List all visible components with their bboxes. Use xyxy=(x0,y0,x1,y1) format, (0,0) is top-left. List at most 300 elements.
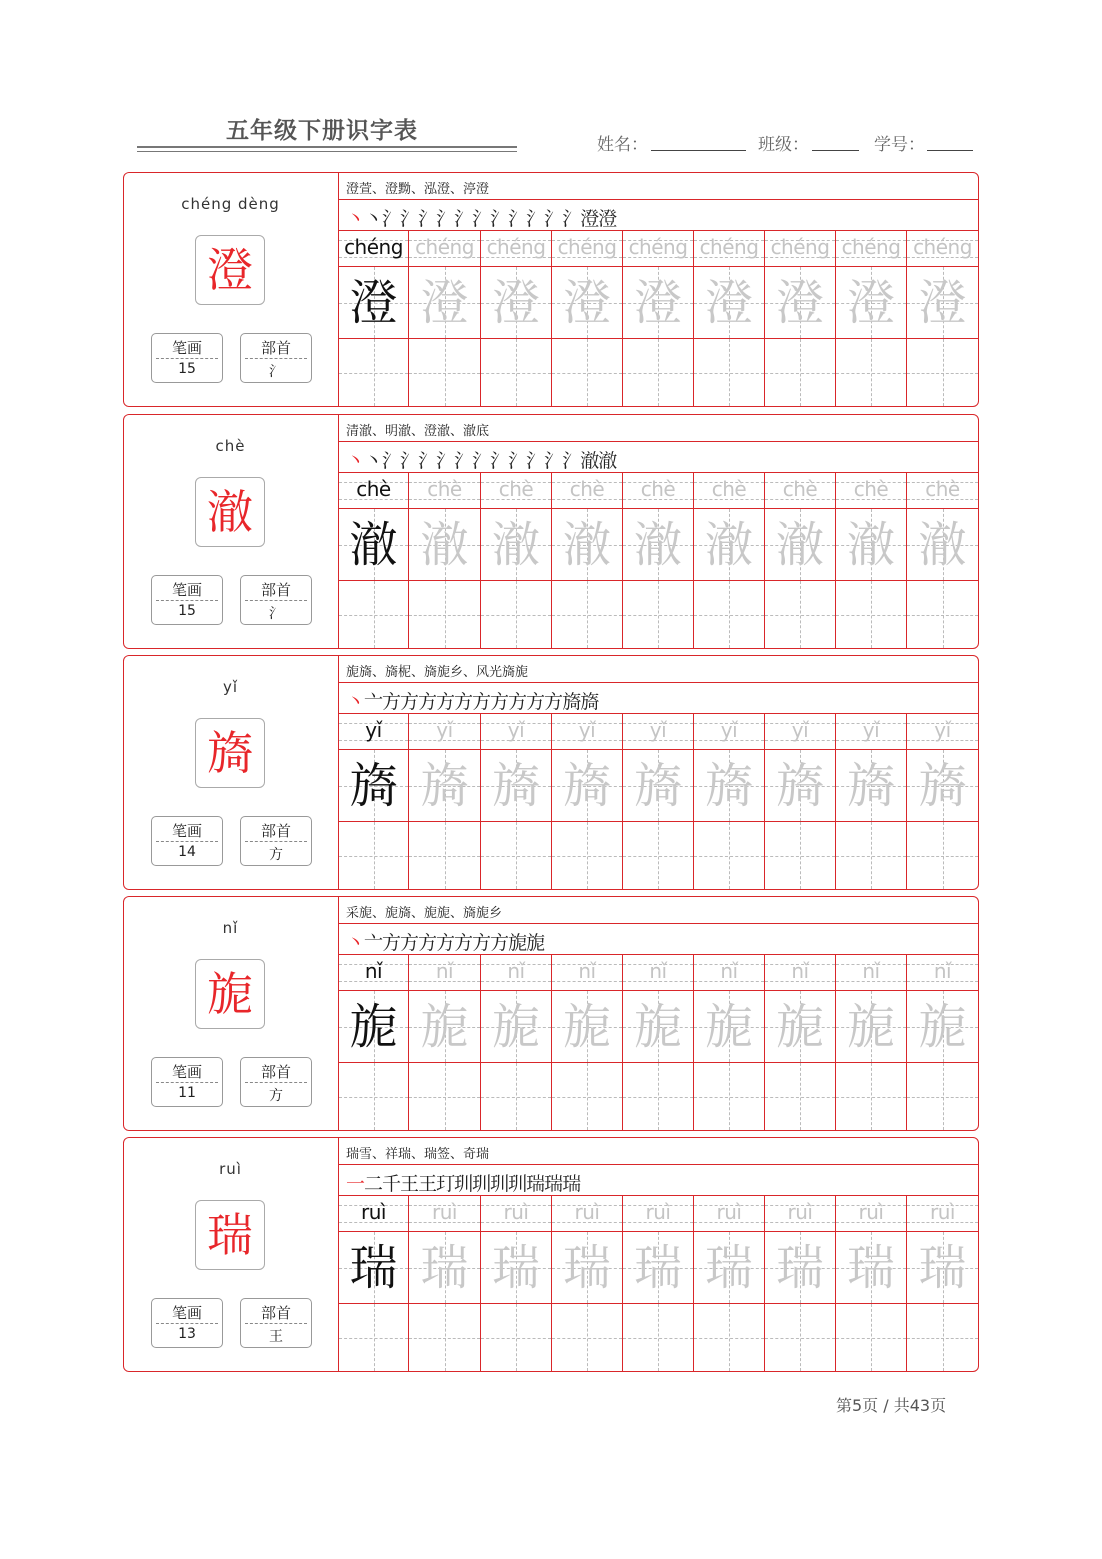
stroke-step: 方 xyxy=(436,932,455,954)
pinyin-cell[interactable] xyxy=(765,1196,836,1232)
pinyin-trace: ruì xyxy=(574,1200,600,1224)
blank-writing-cell[interactable] xyxy=(765,1304,836,1371)
character-trace: 旖 xyxy=(633,758,682,814)
pinyin-trace: chè xyxy=(925,477,960,501)
stroke-step: 丶 xyxy=(364,208,383,230)
pinyin-trace: chéng xyxy=(841,235,901,259)
writing-cell[interactable] xyxy=(623,509,694,581)
pinyin-cell[interactable] xyxy=(552,473,623,509)
pinyin-cell[interactable] xyxy=(481,231,552,267)
pinyin-cell[interactable] xyxy=(552,955,623,991)
character-trace: 旎 xyxy=(633,999,682,1055)
writing-cell[interactable] xyxy=(836,1232,907,1304)
stroke-step: 氵 xyxy=(490,208,509,230)
stroke-step: 亠 xyxy=(364,932,383,954)
pinyin-cell[interactable] xyxy=(481,714,552,750)
writing-cell[interactable] xyxy=(907,991,978,1063)
character-trace: 旎 xyxy=(846,999,895,1055)
class-field[interactable] xyxy=(812,150,859,151)
stroke-order xyxy=(346,1169,580,1196)
stroke-step: 方 xyxy=(472,691,491,713)
example-words: 采旎、旎旖、旎旎、旖旎乡 xyxy=(346,906,503,921)
divider xyxy=(245,1082,307,1083)
pinyin-cell[interactable] xyxy=(694,231,765,267)
stroke-order-row xyxy=(339,442,978,473)
divider xyxy=(245,600,307,601)
character-box xyxy=(195,718,265,788)
writing-cell[interactable] xyxy=(552,1232,623,1304)
blank-writing-cell[interactable] xyxy=(339,822,409,889)
pinyin-trace: ruì xyxy=(503,1200,529,1224)
pinyin-cell[interactable] xyxy=(836,231,907,267)
writing-cell[interactable] xyxy=(481,750,552,822)
pinyin-cell[interactable] xyxy=(481,1196,552,1232)
pinyin-label: chè xyxy=(215,437,246,455)
pinyin-trace: yǐ xyxy=(365,718,382,742)
blank-writing-cell[interactable] xyxy=(907,1063,978,1130)
writing-cell[interactable] xyxy=(907,267,978,339)
pinyin-cell[interactable] xyxy=(409,231,481,267)
pinyin-cell[interactable] xyxy=(694,1196,765,1232)
pinyin-cell[interactable] xyxy=(765,714,836,750)
pinyin-cell[interactable] xyxy=(409,714,481,750)
pinyin-trace: nǐ xyxy=(862,959,880,983)
character-trace: 澄 xyxy=(420,275,469,331)
character-trace: 澈 xyxy=(846,517,895,573)
blank-writing-cell[interactable] xyxy=(836,1304,907,1371)
pinyin-trace: yǐ xyxy=(578,718,596,742)
pinyin-cell[interactable] xyxy=(623,955,694,991)
pinyin-cell[interactable] xyxy=(339,714,409,750)
blank-writing-cell[interactable] xyxy=(552,581,623,648)
stroke-step: 丶 xyxy=(346,450,365,472)
stroke-step: 玔 xyxy=(472,1173,491,1195)
writing-cell[interactable] xyxy=(836,267,907,339)
stroke-step: 氵 xyxy=(454,208,473,230)
blank-writing-cell[interactable] xyxy=(907,581,978,648)
stroke-step: 旖 xyxy=(580,691,599,713)
writing-cell[interactable] xyxy=(694,991,765,1063)
stroke-step: 方 xyxy=(454,932,473,954)
pinyin-cell[interactable] xyxy=(836,473,907,509)
radical-value: 氵 xyxy=(269,606,283,622)
pinyin-cell[interactable] xyxy=(623,1196,694,1232)
stroke-step: 瑞 xyxy=(544,1173,563,1195)
radical-label: 部首 xyxy=(260,339,291,357)
pinyin-cell[interactable] xyxy=(623,231,694,267)
blank-writing-cell[interactable] xyxy=(694,581,765,648)
pinyin-trace: yǐ xyxy=(934,718,951,742)
writing-cell[interactable] xyxy=(552,750,623,822)
writing-cell[interactable] xyxy=(339,1232,409,1304)
character-trace: 澄 xyxy=(918,275,967,331)
pinyin-trace: yǐ xyxy=(649,718,667,742)
pinyin-cell[interactable] xyxy=(552,1196,623,1232)
blank-writing-cell[interactable] xyxy=(552,1304,623,1371)
stroke-step: 氵 xyxy=(418,450,437,472)
practice-grid xyxy=(339,1196,978,1371)
stroke-count-box xyxy=(151,333,223,383)
pinyin-cell[interactable] xyxy=(409,955,481,991)
character-glyph: 瑞 xyxy=(207,1208,253,1262)
writing-cell[interactable] xyxy=(836,509,907,581)
stroke-step: 方 xyxy=(490,691,509,713)
pinyin-trace: chéng xyxy=(628,235,688,259)
character-card xyxy=(123,414,979,649)
radical-label: 部首 xyxy=(260,1063,291,1081)
stroke-step: 氵 xyxy=(544,450,563,472)
pinyin-trace: ruì xyxy=(930,1200,955,1224)
divider xyxy=(245,1323,307,1324)
blank-writing-cell[interactable] xyxy=(694,822,765,889)
character-glyph: 旎 xyxy=(207,967,253,1021)
writing-cell[interactable] xyxy=(339,991,409,1063)
divider xyxy=(156,841,218,842)
stroke-step: 方 xyxy=(526,691,545,713)
practice-grid xyxy=(339,714,978,889)
blank-writing-cell[interactable] xyxy=(481,1063,552,1130)
stroke-step: 澈 xyxy=(598,450,617,472)
writing-cell[interactable] xyxy=(765,509,836,581)
character-trace: 瑞 xyxy=(704,1240,753,1296)
example-words: 清澈、明澈、澄澈、澈底 xyxy=(346,424,490,439)
stroke-count-box xyxy=(151,1057,223,1107)
blank-writing-cell[interactable] xyxy=(481,1304,552,1371)
pinyin-cell[interactable] xyxy=(339,955,409,991)
blank-writing-cell[interactable] xyxy=(907,339,978,406)
pinyin-cell[interactable] xyxy=(409,1196,481,1232)
blank-writing-cell[interactable] xyxy=(907,1304,978,1371)
writing-cell[interactable] xyxy=(765,1232,836,1304)
blank-writing-cell[interactable] xyxy=(765,1063,836,1130)
stroke-step: 方 xyxy=(472,932,491,954)
stroke-step: 氵 xyxy=(526,208,545,230)
stroke-step: 澈 xyxy=(580,450,599,472)
name-label: 姓名： xyxy=(597,135,648,155)
writing-cell[interactable] xyxy=(907,750,978,822)
pinyin-cell[interactable] xyxy=(552,714,623,750)
blank-writing-cell[interactable] xyxy=(836,339,907,406)
character-trace: 澈 xyxy=(633,517,682,573)
writing-cell[interactable] xyxy=(409,1232,481,1304)
blank-writing-cell[interactable] xyxy=(481,822,552,889)
writing-cell[interactable] xyxy=(623,1232,694,1304)
blank-writing-cell[interactable] xyxy=(623,339,694,406)
writing-cell[interactable] xyxy=(836,991,907,1063)
pinyin-cell[interactable] xyxy=(694,714,765,750)
blank-writing-cell[interactable] xyxy=(623,581,694,648)
pinyin-trace: chè xyxy=(427,477,462,501)
stroke-step: 氵 xyxy=(382,450,401,472)
stroke-order xyxy=(346,687,598,714)
stroke-count-box xyxy=(151,575,223,625)
pinyin-cell[interactable] xyxy=(836,1196,907,1232)
character-trace: 旖 xyxy=(562,758,611,814)
writing-cell[interactable] xyxy=(481,1232,552,1304)
pinyin-trace: yǐ xyxy=(720,718,738,742)
blank-writing-cell[interactable] xyxy=(623,1304,694,1371)
writing-cell[interactable] xyxy=(907,509,978,581)
pinyin-trace: ruì xyxy=(858,1200,884,1224)
character-trace: 澈 xyxy=(918,517,967,573)
pinyin-trace: yǐ xyxy=(791,718,809,742)
pinyin-trace: chéng xyxy=(699,235,759,259)
pinyin-cell[interactable] xyxy=(552,231,623,267)
character-trace: 旖 xyxy=(349,758,398,814)
blank-writing-cell[interactable] xyxy=(694,339,765,406)
writing-cell[interactable] xyxy=(339,267,409,339)
pinyin-cell[interactable] xyxy=(623,714,694,750)
writing-cell[interactable] xyxy=(481,509,552,581)
pinyin-trace: ruì xyxy=(645,1200,671,1224)
pinyin-trace: chéng xyxy=(913,235,972,259)
stroke-step: 丶 xyxy=(346,932,365,954)
stroke-step: 方 xyxy=(436,691,455,713)
blank-writing-cell[interactable] xyxy=(836,1063,907,1130)
pinyin-cell[interactable] xyxy=(623,473,694,509)
character-trace: 瑞 xyxy=(562,1240,611,1296)
blank-writing-cell[interactable] xyxy=(409,339,481,406)
example-words: 澄萱、澄黝、泓澄、渟澄 xyxy=(346,182,490,197)
stroke-step: 玎 xyxy=(436,1173,455,1195)
name-field[interactable] xyxy=(651,150,746,151)
practice-panel xyxy=(339,173,978,406)
character-trace: 澄 xyxy=(633,275,682,331)
writing-cell[interactable] xyxy=(552,267,623,339)
pinyin-cell[interactable] xyxy=(765,955,836,991)
blank-writing-cell[interactable] xyxy=(339,1304,409,1371)
writing-cell[interactable] xyxy=(623,750,694,822)
pinyin-trace: chè xyxy=(569,477,605,501)
blank-writing-cell[interactable] xyxy=(552,1063,623,1130)
stroke-step: 丶 xyxy=(346,208,365,230)
title-underline xyxy=(137,146,517,148)
blank-writing-cell[interactable] xyxy=(765,822,836,889)
character-trace: 旎 xyxy=(491,999,540,1055)
character-trace: 澄 xyxy=(491,275,540,331)
radical-label: 部首 xyxy=(260,822,291,840)
character-trace: 旎 xyxy=(349,999,398,1055)
writing-cell[interactable] xyxy=(694,509,765,581)
pinyin-cell[interactable] xyxy=(481,473,552,509)
blank-writing-cell[interactable] xyxy=(623,822,694,889)
blank-writing-cell[interactable] xyxy=(694,1063,765,1130)
blank-writing-cell[interactable] xyxy=(836,581,907,648)
stroke-step: 玔 xyxy=(490,1173,509,1195)
blank-writing-cell[interactable] xyxy=(481,581,552,648)
pinyin-cell[interactable] xyxy=(836,714,907,750)
blank-writing-cell[interactable] xyxy=(339,581,409,648)
stroke-order-row xyxy=(339,683,978,714)
writing-cell[interactable] xyxy=(694,750,765,822)
pinyin-cell[interactable] xyxy=(694,473,765,509)
blank-writing-cell[interactable] xyxy=(409,822,481,889)
pinyin-cell[interactable] xyxy=(836,955,907,991)
stroke-step: 瑞 xyxy=(526,1173,545,1195)
blank-writing-cell[interactable] xyxy=(765,581,836,648)
radical-box xyxy=(240,575,312,625)
radical-box xyxy=(240,816,312,866)
radical-value: 方 xyxy=(269,847,283,863)
character-trace: 澄 xyxy=(775,275,824,331)
pinyin-label: nǐ xyxy=(222,919,239,937)
pinyin-trace: chè xyxy=(356,477,391,501)
character-trace: 旖 xyxy=(918,758,967,814)
writing-cell[interactable] xyxy=(694,267,765,339)
page-number: 第5页 / 共43页 xyxy=(836,1396,947,1415)
stroke-step: 一 xyxy=(346,1173,365,1195)
pinyin-cell[interactable] xyxy=(765,473,836,509)
writing-cell[interactable] xyxy=(552,509,623,581)
writing-cell[interactable] xyxy=(623,991,694,1063)
character-card xyxy=(123,655,979,890)
stroke-order-row xyxy=(339,200,978,231)
pinyin-trace: nǐ xyxy=(933,959,952,983)
pinyin-trace: nǐ xyxy=(507,959,525,983)
practice-grid xyxy=(339,473,978,648)
stroke-step: 方 xyxy=(508,691,527,713)
pinyin-trace: nǐ xyxy=(578,959,596,983)
stroke-step: 方 xyxy=(454,691,473,713)
writing-cell[interactable] xyxy=(907,1232,978,1304)
stroke-step: 氵 xyxy=(418,208,437,230)
blank-writing-cell[interactable] xyxy=(907,822,978,889)
character-info-panel xyxy=(124,1138,339,1371)
stroke-count-value: 15 xyxy=(178,603,196,619)
writing-cell[interactable] xyxy=(481,991,552,1063)
words-row xyxy=(339,897,978,924)
writing-cell[interactable] xyxy=(836,750,907,822)
pinyin-cell[interactable] xyxy=(907,473,978,509)
stroke-step: 丶 xyxy=(346,691,365,713)
practice-panel xyxy=(339,1138,978,1371)
pinyin-cell[interactable] xyxy=(339,1196,409,1232)
character-info-panel xyxy=(124,897,339,1130)
blank-writing-cell[interactable] xyxy=(552,822,623,889)
divider xyxy=(156,1082,218,1083)
blank-writing-cell[interactable] xyxy=(765,339,836,406)
stroke-step: 方 xyxy=(382,691,401,713)
character-trace: 旖 xyxy=(704,758,753,814)
practice-grid xyxy=(339,955,978,1130)
blank-writing-cell[interactable] xyxy=(409,1063,481,1130)
pinyin-trace: chéng xyxy=(557,235,617,259)
pinyin-trace: yǐ xyxy=(507,718,525,742)
writing-cell[interactable] xyxy=(694,1232,765,1304)
stroke-step: 氵 xyxy=(472,208,491,230)
pinyin-cell[interactable] xyxy=(339,473,409,509)
stroke-order xyxy=(346,446,616,473)
pinyin-cell[interactable] xyxy=(907,955,978,991)
stroke-step: 氵 xyxy=(454,450,473,472)
pinyin-cell[interactable] xyxy=(907,714,978,750)
stroke-step: 二 xyxy=(364,1173,383,1195)
writing-cell[interactable] xyxy=(765,750,836,822)
blank-writing-cell[interactable] xyxy=(552,339,623,406)
blank-writing-cell[interactable] xyxy=(481,339,552,406)
pinyin-trace: chéng xyxy=(486,235,546,259)
writing-cell[interactable] xyxy=(409,991,481,1063)
character-trace: 旎 xyxy=(704,999,753,1055)
pinyin-label: chéng dèng xyxy=(181,195,280,213)
writing-cell[interactable] xyxy=(409,509,481,581)
divider xyxy=(245,358,307,359)
pinyin-trace: ruì xyxy=(432,1200,457,1224)
example-words: 瑞雪、祥瑞、瑞签、奇瑞 xyxy=(346,1147,490,1162)
pinyin-trace: chéng xyxy=(344,235,403,259)
pinyin-trace: nǐ xyxy=(791,959,809,983)
character-info-panel xyxy=(124,656,339,889)
writing-cell[interactable] xyxy=(409,267,481,339)
pinyin-cell[interactable] xyxy=(907,231,978,267)
blank-writing-cell[interactable] xyxy=(694,1304,765,1371)
pinyin-trace: chéng xyxy=(770,235,830,259)
blank-writing-cell[interactable] xyxy=(339,339,409,406)
stroke-step: 氵 xyxy=(382,208,401,230)
writing-cell[interactable] xyxy=(409,750,481,822)
pinyin-trace: chéng xyxy=(415,235,474,259)
writing-cell[interactable] xyxy=(552,991,623,1063)
character-trace: 澄 xyxy=(349,275,398,331)
character-trace: 瑞 xyxy=(918,1240,967,1296)
pinyin-trace: nǐ xyxy=(435,959,454,983)
character-box xyxy=(195,235,265,305)
pinyin-cell[interactable] xyxy=(409,473,481,509)
writing-cell[interactable] xyxy=(765,267,836,339)
character-card xyxy=(123,896,979,1131)
writing-cell[interactable] xyxy=(339,509,409,581)
pinyin-cell[interactable] xyxy=(907,1196,978,1232)
stroke-step: 氵 xyxy=(436,450,455,472)
id-field[interactable] xyxy=(927,150,973,151)
character-card xyxy=(123,172,979,407)
radical-box xyxy=(240,333,312,383)
character-trace: 旖 xyxy=(775,758,824,814)
pinyin-cell[interactable] xyxy=(481,955,552,991)
character-info-panel xyxy=(124,173,339,406)
stroke-step: 氵 xyxy=(490,450,509,472)
stroke-step: 王 xyxy=(400,1173,419,1195)
character-box xyxy=(195,959,265,1029)
writing-cell[interactable] xyxy=(339,750,409,822)
pinyin-trace: chè xyxy=(853,477,889,501)
blank-writing-cell[interactable] xyxy=(339,1063,409,1130)
character-trace: 旎 xyxy=(420,999,469,1055)
writing-cell[interactable] xyxy=(765,991,836,1063)
stroke-count-value: 13 xyxy=(178,1326,196,1342)
blank-writing-cell[interactable] xyxy=(836,822,907,889)
blank-writing-cell[interactable] xyxy=(623,1063,694,1130)
pinyin-cell[interactable] xyxy=(339,231,409,267)
pinyin-cell[interactable] xyxy=(694,955,765,991)
blank-writing-cell[interactable] xyxy=(409,581,481,648)
character-trace: 瑞 xyxy=(846,1240,895,1296)
words-row xyxy=(339,173,978,200)
character-trace: 旖 xyxy=(846,758,895,814)
character-glyph: 澄 xyxy=(207,243,253,297)
writing-cell[interactable] xyxy=(623,267,694,339)
writing-cell[interactable] xyxy=(481,267,552,339)
character-trace: 旎 xyxy=(918,999,967,1055)
blank-writing-cell[interactable] xyxy=(409,1304,481,1371)
stroke-count-box xyxy=(151,816,223,866)
pinyin-trace: chè xyxy=(640,477,676,501)
pinyin-cell[interactable] xyxy=(765,231,836,267)
title-underline-thin xyxy=(137,151,517,152)
pinyin-label: yǐ xyxy=(222,678,239,696)
divider xyxy=(245,841,307,842)
divider xyxy=(156,600,218,601)
